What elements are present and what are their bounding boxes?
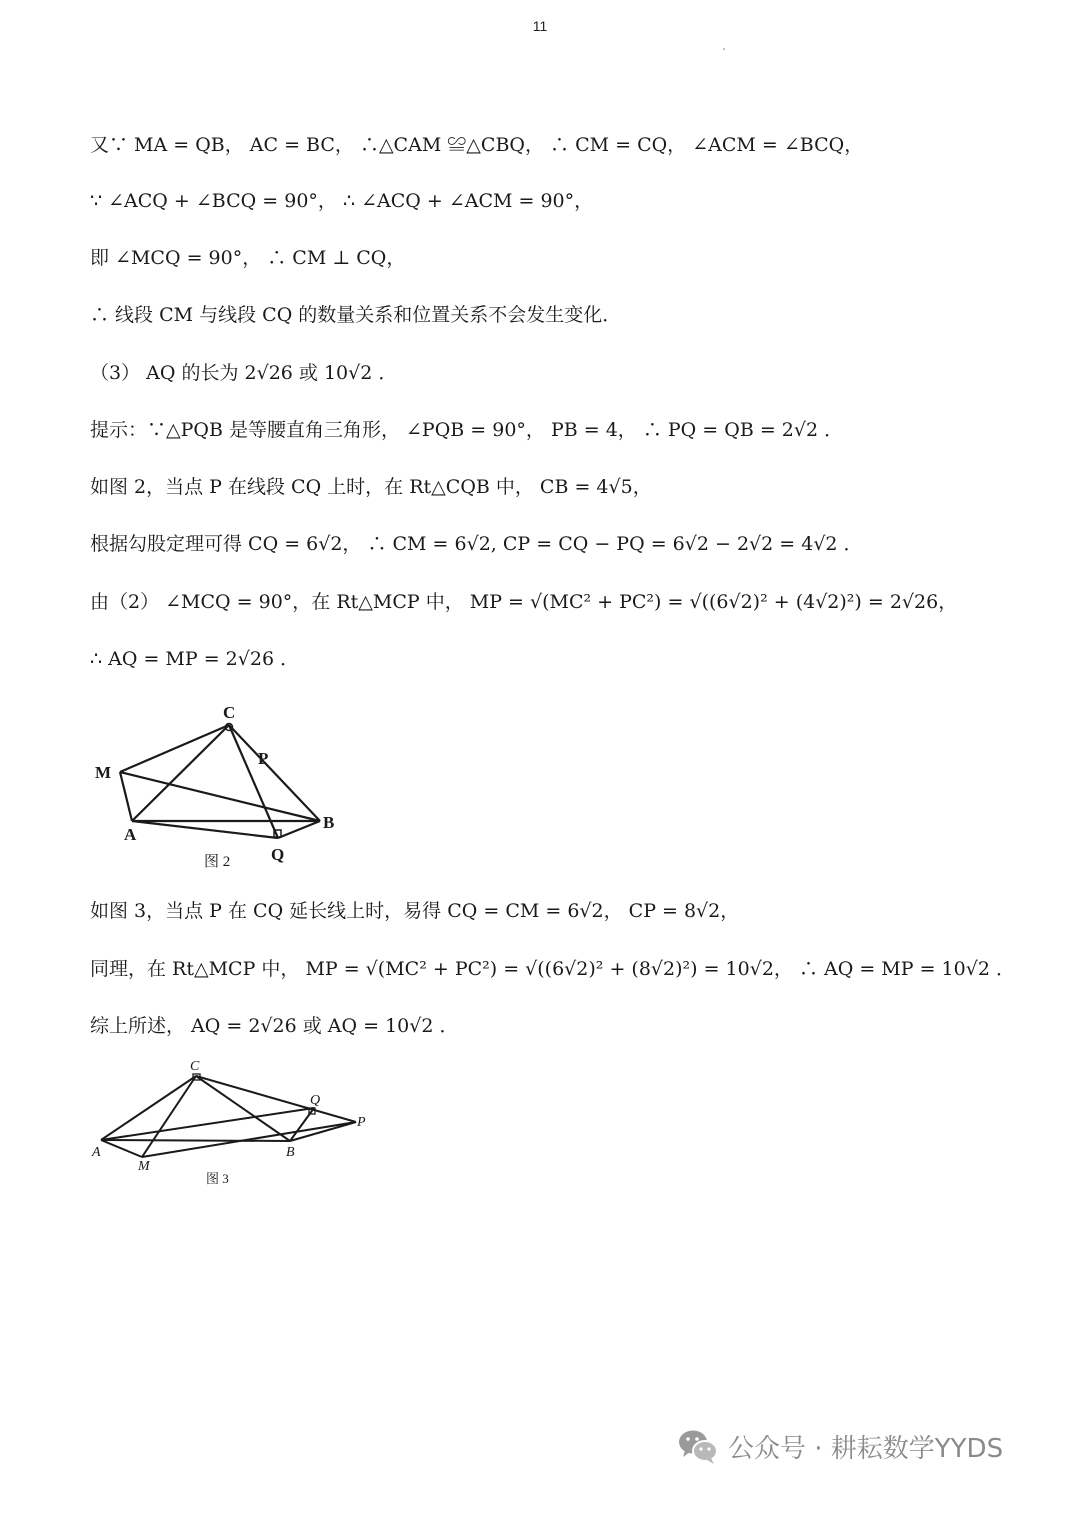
part3-answer: （3） AQ 的长为 2√26 或 10√2 ． bbox=[90, 362, 398, 384]
figure-3 bbox=[88, 1052, 378, 1196]
label-b: B bbox=[323, 813, 335, 832]
case2-line-1: 如图 3，当点 P 在 CQ 延长线上时，易得 CQ = CM = 6√2， CP = 8√2， bbox=[90, 900, 740, 922]
summary-line: 综上所述， AQ = 2√26 或 AQ = 10√2 ． bbox=[90, 1015, 459, 1037]
watermark bbox=[676, 1426, 1003, 1466]
wechat-icon bbox=[676, 1426, 720, 1466]
hint-line: 提示：∵△PQB 是等腰直角三角形， ∠PQB = 90°， PB = 4， ∴ PQ = QB = 2√2 ． bbox=[90, 419, 844, 441]
case1-result: ∴ AQ = MP = 2√26 ． bbox=[90, 648, 300, 670]
label-m: M bbox=[138, 1159, 150, 1174]
proof-line-3: 即 ∠MCQ = 90°， ∴ CM ⊥ CQ， bbox=[90, 247, 406, 269]
proof-conclusion: ∴ 线段 CM 与线段 CQ 的数量关系和位置关系不会发生变化． bbox=[90, 304, 622, 326]
label-c: C bbox=[223, 703, 236, 722]
case2-line-2: 同理，在 Rt△MCP 中， MP = √(MC² + PC²) = √((6√2)² + (8√2)²) = 10√2， ∴ AQ = MP = 10√2 ． bbox=[90, 958, 1015, 980]
label-q: Q bbox=[310, 1093, 321, 1108]
case1-line-1: 如图 2，当点 P 在线段 CQ 上时，在 Rt△CQB 中， CB = 4√5， bbox=[90, 476, 652, 498]
page-number: 11 bbox=[532, 18, 548, 34]
scan-speck bbox=[723, 48, 725, 50]
label-c: C bbox=[190, 1059, 200, 1074]
label-b: B bbox=[286, 1145, 295, 1160]
proof-line-1: 又∵ MA = QB， AC = BC， ∴△CAM ≌△CBQ， ∴ CM = CQ， ∠ACM = ∠BCQ， bbox=[90, 134, 864, 156]
figure-2 bbox=[92, 700, 352, 876]
case1-line-3: 由（2） ∠MCQ = 90°，在 Rt△MCP 中， MP = √(MC² + PC²) = √((6√2)² + (4√2)²) = 2√26， bbox=[90, 591, 958, 613]
label-a: A bbox=[92, 1145, 101, 1160]
label-p: P bbox=[258, 749, 269, 768]
label-p: P bbox=[357, 1115, 366, 1130]
label-q: Q bbox=[271, 845, 285, 864]
proof-line-2: ∵ ∠ACQ + ∠BCQ = 90°， ∴ ∠ACQ + ∠ACM = 90°， bbox=[90, 190, 594, 212]
watermark-text: 公众号 · 耕耘数学YYDS bbox=[728, 1433, 1004, 1464]
figure-3-caption: 图 3 bbox=[206, 1171, 229, 1186]
label-a: A bbox=[124, 825, 137, 844]
label-m: M bbox=[95, 763, 112, 782]
figure-2-caption: 图 2 bbox=[204, 854, 231, 870]
case1-line-2: 根据勾股定理可得 CQ = 6√2， ∴ CM = 6√2, CP = CQ − PQ = 6√2 − 2√2 = 4√2 ． bbox=[90, 533, 863, 555]
